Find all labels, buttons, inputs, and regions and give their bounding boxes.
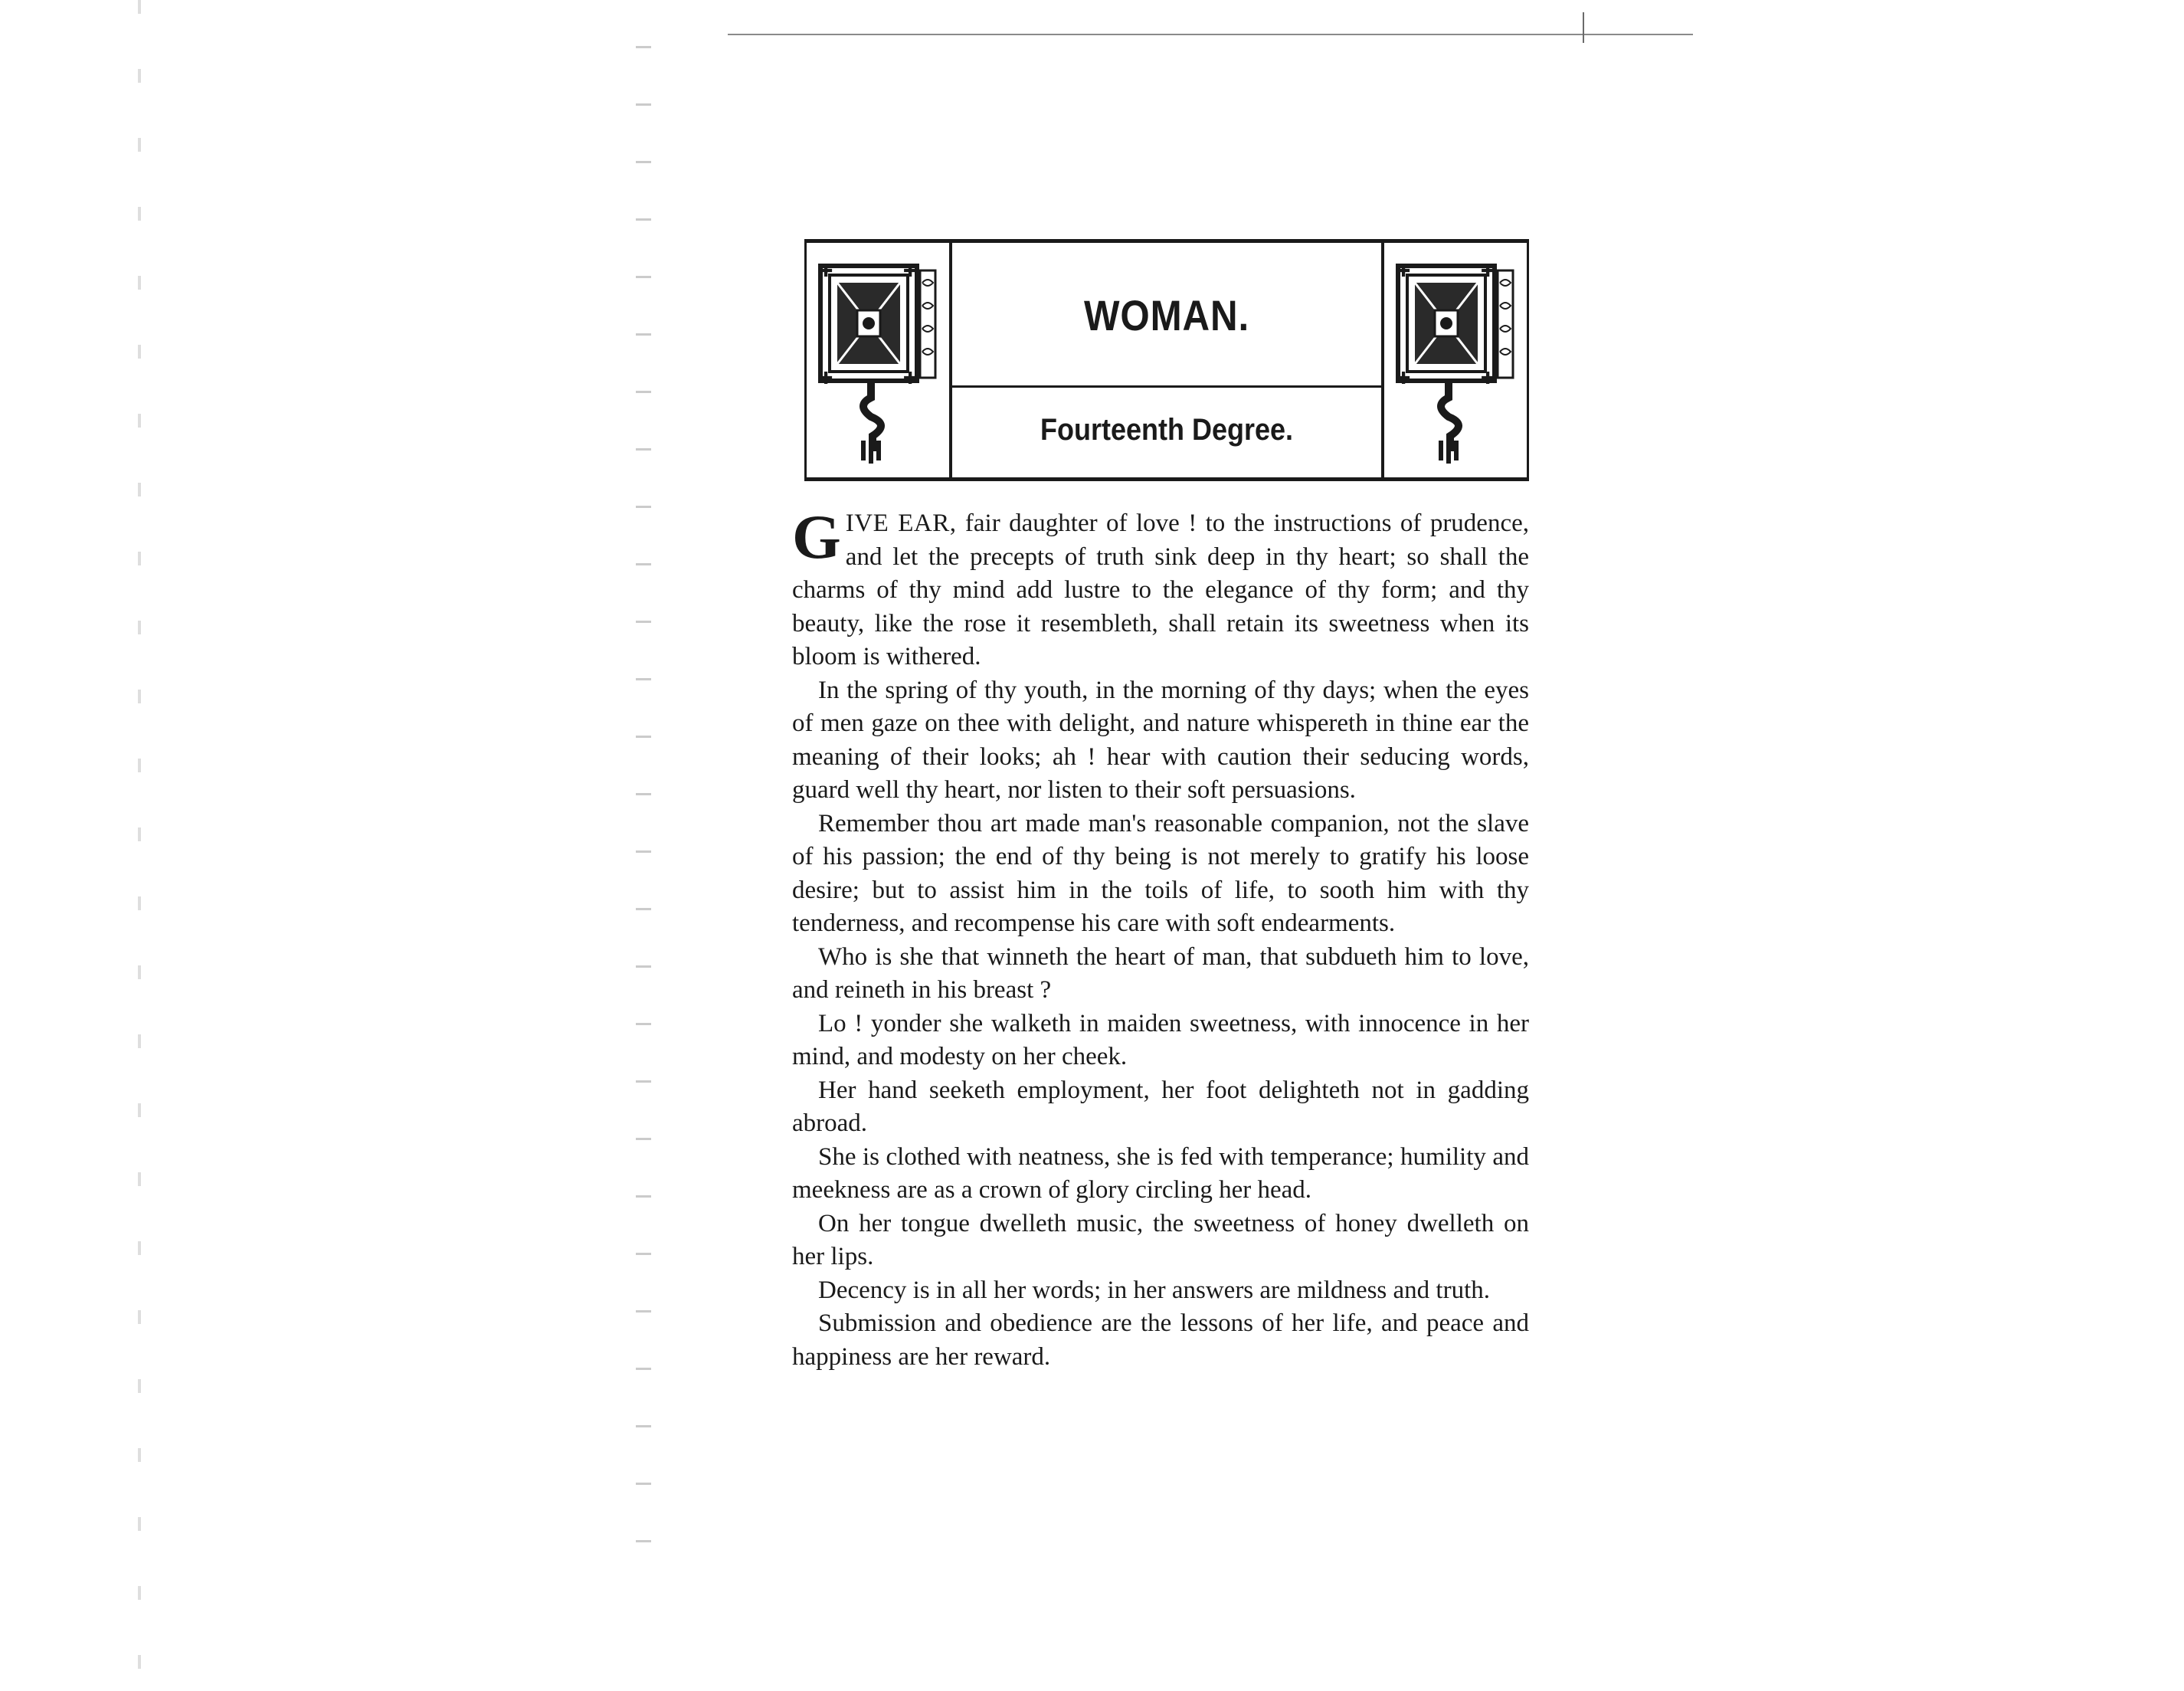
scan-margin-specks <box>138 0 141 1691</box>
header-box <box>804 239 1529 481</box>
paragraph-10: Submission and obedience are the lessons of her life, and peace and happiness are her reward. <box>792 1309 1529 1371</box>
left-emblem-cell <box>807 243 952 477</box>
right-emblem-cell <box>1381 243 1527 477</box>
paragraph-8: On her tongue dwelleth music, the sweetness of honey dwelleth on her lips. <box>792 1209 1529 1270</box>
paragraph-lead: IVE EAR, <box>845 510 957 537</box>
title-area <box>952 243 1381 477</box>
paragraph-2: In the spring of thy youth, in the morning of thy days; when the eyes of men gaze on thee with delight, and nature whispereth in thine ear the meaning of their looks; ah ! hear with caution their seducing words, guard well thy heart, nor listen to their soft persuasions. <box>792 676 1529 804</box>
svg-text:✚: ✚ <box>1397 369 1411 388</box>
title-divider <box>952 385 1381 388</box>
scan-top-tick <box>1583 12 1584 43</box>
paragraph-9: Decency is in all her words; in her answers are mildness and truth. <box>818 1276 1490 1304</box>
scan-top-rule <box>728 34 1693 35</box>
scan-margin-marks <box>636 46 651 1578</box>
page-title: WOMAN. <box>1083 291 1250 339</box>
page-subtitle: Fourteenth Degree. <box>1040 413 1294 447</box>
body-text <box>792 502 1530 1374</box>
svg-text:✚: ✚ <box>903 262 918 281</box>
svg-text:✚: ✚ <box>903 369 918 388</box>
svg-text:✚: ✚ <box>1397 262 1411 281</box>
paragraph-5: Lo ! yonder she walketh in maiden sweetness, with innocence in her mind, and modesty on her cheek. <box>792 1009 1529 1070</box>
paragraph-text: fair daughter of love ! to the instructions of prudence, and let the precepts of truth sink deep in thy heart; so shall the charms of thy mind add lustre to the elegance of thy form; and thy beauty, like the rose it resembleth, shall retain its sweetness when its bloom is withered. <box>792 510 1530 670</box>
svg-text:✚: ✚ <box>819 369 833 388</box>
paragraph-4: Who is she that winneth the heart of man, that subdueth him to love, and reineth in his breast ? <box>792 942 1529 1004</box>
paragraph-3: Remember thou art made man's reasonable companion, not the slave of his passion; the end of thy being is not merely to gratify his loose desire; but to assist him in the toils of life, to sooth him with thy tenderness, and recompense his care with soft endearments. <box>792 809 1529 937</box>
svg-text:✚: ✚ <box>1481 262 1495 281</box>
svg-text:✚: ✚ <box>819 262 833 281</box>
drop-cap: G <box>792 502 841 572</box>
svg-text:✚: ✚ <box>1481 369 1495 388</box>
paragraph-6: Her hand seeketh employment, her foot delighteth not in gadding abroad. <box>792 1076 1529 1137</box>
paragraph-1 <box>792 502 1530 674</box>
paragraph-7: She is clothed with neatness, she is fed with temperance; humility and meekness are as a crown of glory circling her head. <box>792 1142 1529 1204</box>
